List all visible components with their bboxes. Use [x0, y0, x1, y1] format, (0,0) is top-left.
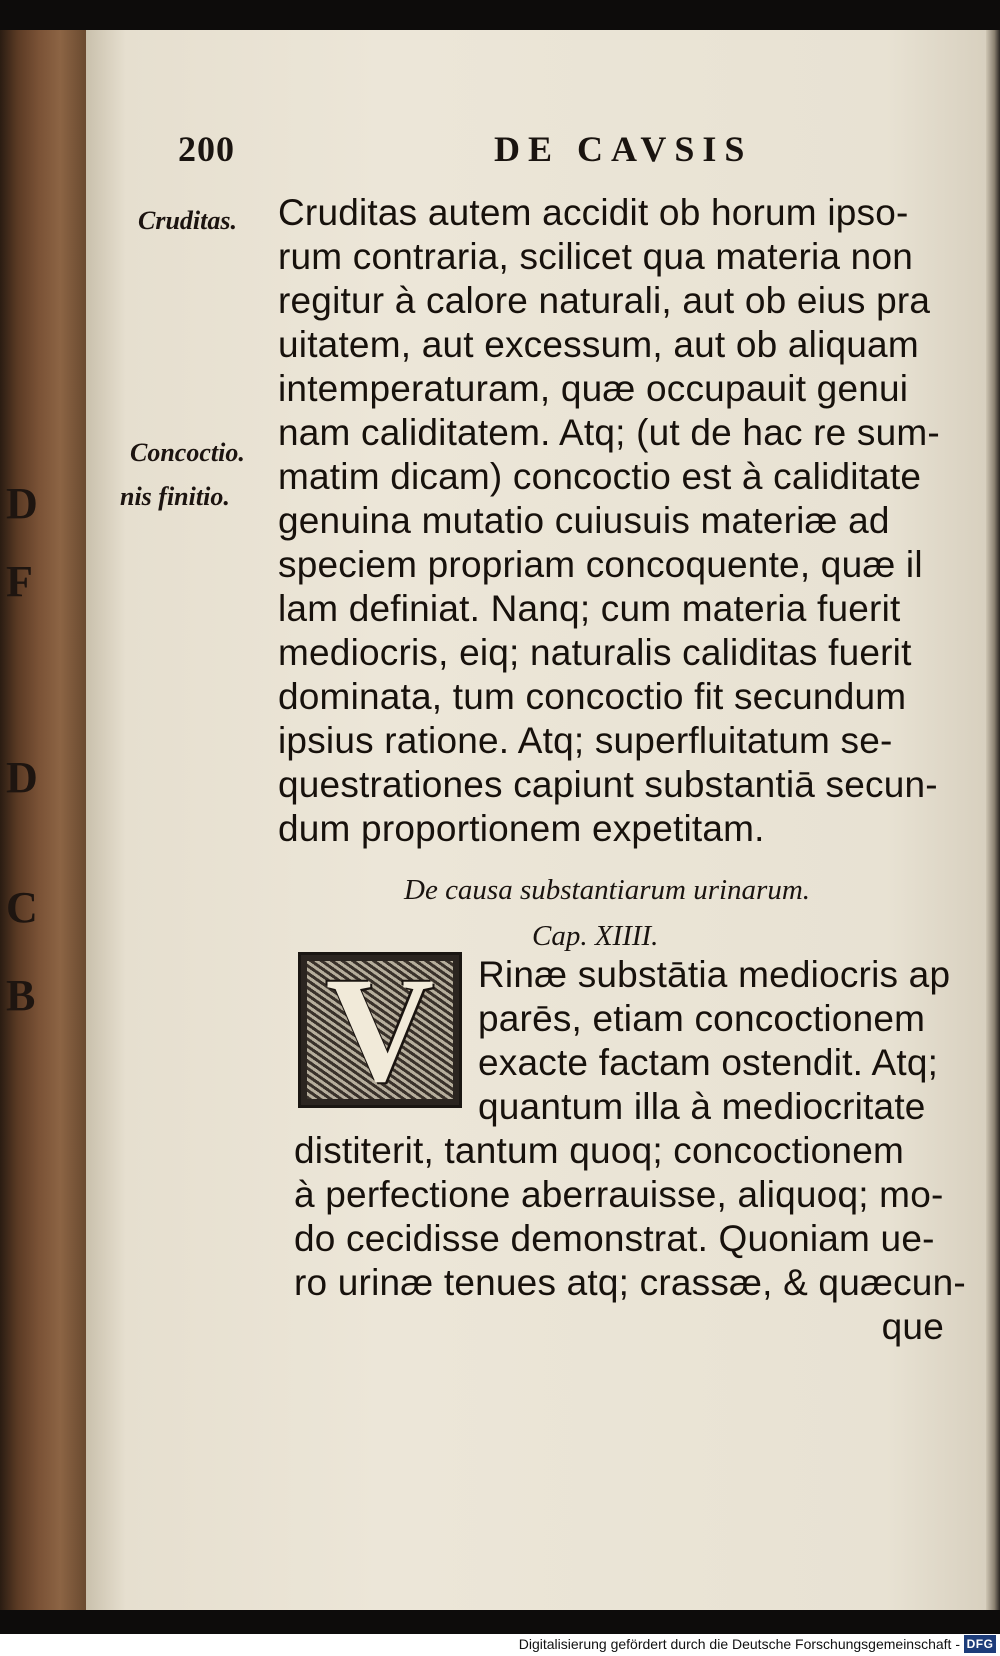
spine-mark: D — [6, 479, 40, 528]
text-line: exacte factam ostendit. Atq; — [478, 1042, 939, 1083]
text-line: quantum illa à mediocritate — [478, 1086, 926, 1127]
text-line: à perfectione aberrauisse, aliquoq; mo- — [294, 1174, 944, 1215]
running-title: DE CAVSIS — [494, 129, 753, 169]
text-line: questrationes capiunt substantiā secun- — [278, 764, 938, 805]
chapter-title: De causa substantiarum urinarum. — [404, 874, 811, 906]
text-line: regitur à calore naturali, aut ob eius pra — [278, 280, 931, 321]
chapter-number: Cap. XIIII. — [532, 920, 659, 952]
text-line: ipsius ratione. Atq; superfluitatum se- — [278, 720, 893, 761]
text-line: distiterit, tantum quoq; concoctionem — [294, 1130, 904, 1171]
text-line: dominata, tum concoctio fit secundum — [278, 676, 907, 717]
spine-mark: C — [6, 883, 40, 932]
page-number: 200 — [178, 129, 235, 169]
catchword: que — [881, 1306, 944, 1347]
text-line: speciem propriam concoquente, quæ il — [278, 544, 923, 585]
initial-letter: V — [325, 952, 435, 1108]
text-line: nam caliditatem. Atq; (ut de hac re sum- — [278, 412, 940, 453]
text-line: dum proportionem expetitam. — [278, 808, 765, 849]
book-spine — [0, 30, 86, 1610]
footer-bar — [0, 1634, 1000, 1656]
text-line: Cruditas autem accidit ob horum ipso- — [278, 192, 909, 233]
text-line: rum contraria, scilicet qua materia non — [278, 236, 914, 277]
text-line: intemperaturam, quæ occupauit genui — [278, 368, 909, 409]
page-edge — [986, 30, 1000, 1610]
margin-note-cruditas: Cruditas. — [138, 206, 237, 235]
spine-mark: B — [6, 971, 38, 1020]
margin-note-concoctio: Concoctio. — [130, 438, 245, 467]
running-head — [86, 128, 986, 178]
text-line: lam definiat. Nanq; cum materia fuerit — [278, 588, 901, 629]
text-line: Rinæ substātia mediocris ap — [478, 954, 951, 995]
book-page — [86, 30, 986, 1610]
decorated-initial — [298, 952, 462, 1108]
text-line: matim dicam) concoctio est à caliditate — [278, 456, 922, 497]
funding-credit: Digitalisierung gefördert durch die Deutsche Forschungsgemeinschaft - — [518, 1636, 960, 1652]
dfg-logo: DFG — [964, 1635, 996, 1653]
spine-mark: F — [6, 557, 35, 606]
text-line: genuina mutatio cuiusuis materiæ ad — [278, 500, 890, 541]
margin-note-concoctio-2: nis finitio. — [120, 482, 230, 511]
text-line: mediocris, eiq; naturalis caliditas fuerit — [278, 632, 912, 673]
text-line: parēs, etiam concoctionem — [478, 998, 926, 1039]
spine-mark: D — [6, 753, 40, 802]
text-line: do cecidisse demonstrat. Quoniam ue- — [294, 1218, 935, 1259]
text-line: ro urinæ tenues atq; crassæ, & quæcun- — [294, 1262, 966, 1303]
text-line: uitatem, aut excessum, aut ob aliquam — [278, 324, 919, 365]
